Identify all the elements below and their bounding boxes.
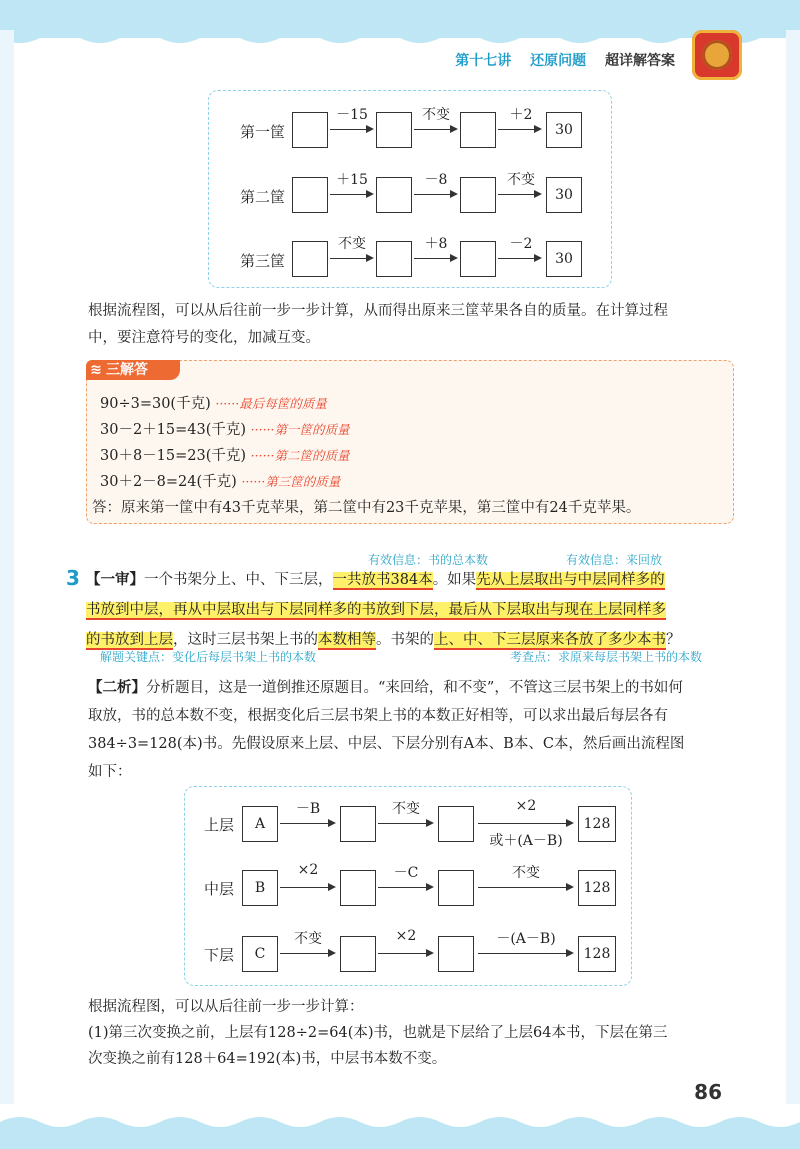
text-line: 取放，书的总本数不变，根据变化后三层书架上书的本数正好相等，可以求出最后每层各有	[88, 708, 668, 724]
op-label: －(A－B)	[496, 931, 556, 947]
answer-line	[100, 418, 350, 439]
equation: 30＋2－8=24(千克)	[100, 474, 237, 490]
text-line: 根据流程图，可以从后往前一步一步计算，从而得出原来三筐苹果各自的质量。在计算过程	[88, 303, 668, 319]
op-label: －15	[336, 107, 368, 123]
blank-box	[292, 241, 328, 277]
blank-box	[460, 177, 496, 213]
arrow	[478, 887, 572, 888]
arrow	[378, 823, 432, 824]
text-line: 次变换之前有128＋64=192(本)书，中层书本数不变。	[88, 1051, 447, 1067]
equation: 30－2＋15=43(千克)	[100, 422, 247, 438]
arrow	[378, 953, 432, 954]
text-run: ，这时三层书架上书的	[173, 632, 318, 648]
blank-box	[340, 870, 376, 906]
blank-box	[376, 112, 412, 148]
bottom-wave-band	[0, 1104, 800, 1149]
annotation-info-1: 有效信息：书的总本数	[368, 553, 489, 567]
row-label-top-shelf: 上层	[204, 816, 235, 834]
equation-note: ······最后每筐的质量	[215, 396, 327, 411]
blank-box	[292, 112, 328, 148]
equation-note: ······第二筐的质量	[250, 448, 350, 463]
answer-line	[100, 392, 327, 413]
arrow	[414, 194, 456, 195]
medal-icon	[692, 30, 742, 80]
row-label-basket-3: 第三筐	[240, 252, 286, 270]
highlight-moves: 的书放到上层	[86, 632, 173, 648]
bottom-wave-edge	[0, 1104, 800, 1149]
highlight-equal: 本数相等	[318, 632, 376, 648]
op-label: ×2	[395, 928, 417, 944]
blank-box	[438, 806, 474, 842]
equation-note: ······第一筐的质量	[250, 422, 350, 437]
text-line: 根据流程图，可以从后往前一步一步计算：	[88, 999, 364, 1015]
highlight-question: 上、中、下三层原来各放了多少本书	[434, 632, 666, 648]
op-label: 不变	[338, 236, 366, 252]
op-label: －C	[393, 865, 419, 881]
row-label-bottom-shelf: 下层	[204, 946, 235, 964]
text-run: ？	[666, 632, 681, 648]
result-box: 30	[546, 177, 582, 213]
arrow	[330, 194, 372, 195]
blank-box	[292, 177, 328, 213]
row-label-basket-1: 第一筐	[240, 123, 286, 141]
arrow	[330, 258, 372, 259]
question-number: 3	[66, 566, 80, 590]
blank-box	[438, 870, 474, 906]
text-line: 如下：	[88, 764, 132, 780]
text-line: 384÷3=128(本)书。先假设原来上层、中层、下层分别有A本、B本、C本，然后画出流程图	[88, 736, 685, 752]
op-label: －8	[424, 172, 448, 188]
start-box: C	[242, 936, 278, 972]
arrow	[498, 258, 540, 259]
op-label: －2	[509, 236, 533, 252]
right-page-edge	[786, 30, 800, 1110]
result-box: 128	[578, 870, 616, 906]
arrow	[330, 129, 372, 130]
text-run: 。如果	[432, 572, 477, 588]
arrow	[378, 887, 432, 888]
highlight-moves: 书放到中层，再从中层取出与下层同样多的书放到下层，最后从下层取出与现在上层同样多	[86, 602, 666, 618]
lecture-label: 第十七讲	[455, 53, 512, 69]
result-box: 128	[578, 806, 616, 842]
top-wave-edge	[0, 18, 800, 68]
result-box: 30	[546, 112, 582, 148]
page-header	[455, 50, 675, 70]
annotation-key-point: 解题关键点：变化后每层书架上书的本数	[100, 650, 317, 664]
op-label: 不变	[294, 931, 322, 947]
blank-box	[376, 177, 412, 213]
blank-box	[438, 936, 474, 972]
op-label: －B	[295, 801, 321, 817]
blank-box	[340, 936, 376, 972]
start-box: A	[242, 806, 278, 842]
highlight-total: 一共放书384本	[332, 572, 433, 588]
text-line	[88, 674, 738, 702]
answer-line	[100, 470, 340, 491]
analysis-paragraph	[88, 674, 738, 786]
arrow	[414, 129, 456, 130]
answer-tag-label: 三解答	[106, 362, 148, 378]
text-run: 。书架的	[376, 632, 434, 648]
question-line-2	[86, 595, 736, 625]
row-label-basket-2: 第二筐	[240, 188, 286, 206]
op-label: 不变	[507, 172, 535, 188]
arrow	[280, 953, 334, 954]
text-line: (1)第三次变换之前，上层有128÷2=64(本)书，也就是下层给了上层64本书，下层在第三	[88, 1025, 668, 1041]
equation: 90÷3=30(千克)	[100, 396, 211, 412]
annotation-info-2: 有效信息：来回放	[566, 553, 663, 567]
wave-icon: ≋	[90, 362, 102, 378]
step-tag: 【二析】	[88, 679, 146, 696]
op-label: ×2	[515, 798, 537, 814]
op-label: ＋15	[336, 172, 368, 188]
op-label: ×2	[297, 862, 319, 878]
top-wave-band	[0, 0, 800, 38]
arrow	[478, 953, 572, 954]
arrow	[498, 129, 540, 130]
blank-box	[460, 241, 496, 277]
arrow	[414, 258, 456, 259]
topic-label: 还原问题	[530, 53, 587, 69]
start-box: B	[242, 870, 278, 906]
result-box: 128	[578, 936, 616, 972]
blank-box	[460, 112, 496, 148]
left-page-edge	[0, 30, 14, 1110]
highlight-moves: 先从上层取出与中层同样多的	[476, 572, 665, 588]
op-label: 不变	[512, 865, 540, 881]
answer-final: 答：原来第一筐中有43千克苹果，第二筐中有23千克苹果，第三筐中有24千克苹果。	[92, 500, 641, 516]
answer-tag	[86, 360, 180, 380]
text-run: 一个书架分上、中、下三层，	[144, 572, 333, 588]
question-line-1	[86, 565, 736, 595]
op-label: ＋8	[424, 236, 448, 252]
equation-note: ······第三筐的质量	[241, 474, 341, 489]
row-label-middle-shelf: 中层	[204, 880, 235, 898]
annotation-check-point: 考查点：求原来每层书架上书的本数	[510, 650, 703, 664]
blank-box	[376, 241, 412, 277]
arrow	[478, 823, 572, 824]
text-run: 分析题目，这是一道倒推还原题目。“来回给，和不变”，不管这三层书架上的书如何	[146, 680, 683, 696]
op-label: 不变	[392, 801, 420, 817]
op-label: ＋2	[509, 107, 533, 123]
result-box: 30	[546, 241, 582, 277]
answer-line	[100, 444, 350, 465]
explanation-paragraph-1	[88, 298, 738, 352]
text-line: 中，要注意符号的变化，加减互变。	[88, 330, 320, 346]
step-tag: 【一审】	[86, 571, 144, 588]
op-label: 不变	[422, 107, 450, 123]
arrow	[280, 823, 334, 824]
arrow	[498, 194, 540, 195]
answer-label: 超详解答案	[605, 53, 675, 69]
equation: 30＋8－15=23(千克)	[100, 448, 247, 464]
page-number: 86	[694, 1080, 722, 1104]
explanation-paragraph-2	[88, 994, 738, 1072]
arrow	[280, 887, 334, 888]
op-extra-label: 或＋(A－B)	[489, 833, 563, 849]
blank-box	[340, 806, 376, 842]
